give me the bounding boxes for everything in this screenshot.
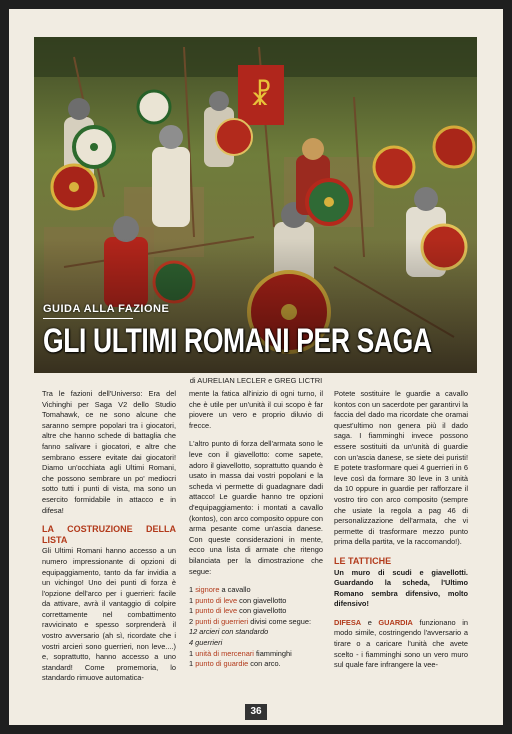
section-heading-tactics: LE TATTICHE [334, 555, 392, 566]
tactics-paragraph: DIFESA e GUARDIA funzionano in modo simile, costringendo l'avversario a tirare o a caricare l'unità che avete scelto - i fiamminghi sono un vero muro sul quale fare infrangere la vee- [334, 617, 469, 670]
army-list-subitem: 4 guerrieri [189, 638, 223, 648]
army-list-item: 2 punti di guerrieri divisi come segue: [189, 616, 312, 626]
army-list-item: 1 unità di mercenari fiamminghi [189, 648, 292, 658]
text-column-2 [189, 389, 323, 670]
army-list-item: 1 punto di leve con giavellotto [189, 595, 287, 605]
article-title: GLI ULTIMI ROMANI PER SAGA [43, 322, 432, 360]
continued-paragraph: mente la fatica all'inizio di ogni turno, il che è utile per un'unità il cui scopo è far piovere un vero e proprio diluvio di frecce. [189, 389, 323, 430]
army-list [189, 585, 323, 670]
page-number: 36 [245, 704, 267, 720]
substitution-paragraph: Potete sostituire le guardie a cavallo kontos con un sacerdote per garantirvi la faccia del dado ma ricordate che oramai quest'ultimo non genera più il dado saga. I fiamminghi invece possono essere sostituiti da un'unità di guardie con un'ascia danese, se siete dei puristi! E potete trasformare quei 4 guerrieri in 6 leve così da formare 30 leve in 3 unità da 10 oppure in guardie per rafforzare il vostro tiro con arco composito (sempre che usiate la regola a pag 46 di personalizzazione dell'armata, che vi permette di trasformare mezzo punto prima della partita, ve la raccomando!). [334, 389, 468, 547]
army-list-item: 1 punto di guardie con arco. [189, 659, 281, 669]
intro-paragraph: Tra le fazioni dell'Universo: Era del Vichinghi per Saga V2 dello Studio Tomahawk, ce ne sono alcune che saranno sempre popolari tra i giocatori, altre che hanno schede di battaglia che fanno salivare i giocatori, e altre che sembrano essere evitate dai giocatori! Diamo un'occhiata agli Ultimi Romani, che possono sembrare un po' mediocri sotto tutti i punti di vista, ma sono un esercito formidabile in attacco e in difesa! [42, 389, 176, 515]
text-column-3 [334, 389, 468, 679]
author-byline: di AURELIAN LECLER e GREG LICTRI [189, 376, 323, 385]
javelin-paragraph: L'altro punto di forza dell'armata sono le leve con il giavellotto: come sapete, adoro il giavellotto, soprattutto quando è usato in massa dai vostri popolani e la scheda vi permette di guadagnare dadi attacco! Le guardie hanno tre opzioni d'equipaggiamento: i montati a cavallo (kontos), con arco composito oppure con arma pesante come un'ascia danese. Con queste considerazioni in mente, ecco una lista di armate che ritengo bilanciata per la dimostrazione che segue: [189, 439, 323, 576]
list-building-paragraph: Gli Ultimi Romani hanno accesso a un numero impressionante di opzioni di equipaggiamento, tanto da far invidia a un vichingo! Uno dei punti di forza è l'opzione dell'arco per i guerrieri: facile da attivare, avrà il vantaggio di colpire correttamente nel combattimento ravvicinato e spesso sorprenderà il vostro avversario (ah sì, ricordate che i vostri arcieri sono guerrieri, non leve....) e, soprattutto, hanno accesso a uno standard! Come promemoria, lo standardo rimuove automatica- [42, 546, 176, 683]
army-list-subitem: 12 arcieri con standardo [189, 627, 269, 637]
magazine-page [9, 9, 503, 725]
army-list-item: 1 signore a cavallo [189, 585, 251, 595]
army-list-item: 1 punto di leve con giavellotto [189, 606, 287, 616]
kicker-underline [43, 318, 133, 319]
section-heading-list-building: LA COSTRUZIONE DELLA LISTA [42, 524, 176, 545]
text-column-1 [42, 389, 176, 692]
tactics-lead: Un muro di scudi e giavellotti. Guardando la scheda, l'Ultimo Romano sembra difensivo, molto difensivo! [334, 567, 468, 609]
section-kicker: GUIDA ALLA FAZIONE [43, 303, 170, 315]
